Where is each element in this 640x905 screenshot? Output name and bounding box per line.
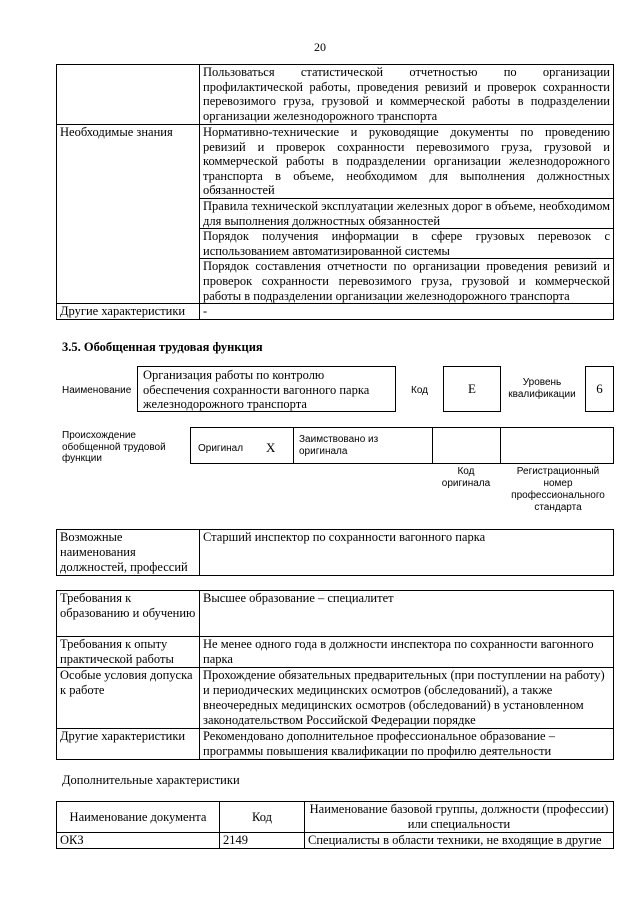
origin-box	[190, 427, 614, 464]
level-label: Уровень квалификации	[508, 377, 576, 400]
row-content: Правила технической эксплуатации железных дорог в объеме, необходимом для выполнения должностных обязанностей	[200, 199, 614, 229]
section-title: 3.5. Обобщенная трудовая функция	[62, 340, 263, 354]
original-label: Оригинал	[198, 443, 244, 454]
code-label: Код	[411, 385, 429, 396]
row-label: Необходимые знания	[57, 125, 200, 304]
cell-code: 2149	[220, 833, 305, 849]
table-row	[57, 304, 614, 320]
table-row	[57, 530, 614, 576]
table-row	[57, 65, 614, 125]
row-content: -	[200, 304, 614, 320]
additional-title: Дополнительные характеристики	[62, 773, 240, 787]
table-row	[57, 729, 614, 760]
req-label: Требования к образованию и обучению	[57, 591, 200, 637]
req-value: Рекомендовано дополнительное профессиональное образование – программы повышения квалификации по профилю деятельности	[200, 729, 614, 760]
header-group: Наименование базовой группы, должности (профессии) или специальности	[305, 802, 614, 833]
cell-group: Специалисты в области техники, не входящие в другие	[305, 833, 614, 849]
row-content: Порядок составления отчетности по организации проведения ревизий и проверок сохранности перевозимого груза, грузовой и коммерческой работы в подразделении организации железнодорожного транспорта	[200, 259, 614, 304]
divider	[432, 428, 433, 463]
code-original-caption: Код оригинала	[441, 466, 491, 489]
req-value: Высшее образование – специалитет	[200, 591, 614, 637]
origin-label: Происхождение обобщенной трудовой функции	[62, 430, 166, 464]
row-label	[57, 65, 200, 125]
row-content: Пользоваться статистической отчетностью по организации профилактической работы, проведения ревизий и проверок сохранности перевозимого груза, грузовой и коммерческой работы в подразделении организации железнодорожного транспорта	[200, 65, 614, 125]
row-label: Другие характеристики	[57, 304, 200, 320]
reg-number-caption: Регистрационный номер профессионального стандарта	[511, 466, 605, 513]
code-value-box: E	[443, 366, 501, 412]
req-value: Прохождение обязательных предварительных (при поступлении на работу) и периодических медицинских осмотров (обследований), а также внеочередных медицинских осмотров (обследований) в установленном законодательством Российской Федерации порядке	[200, 668, 614, 729]
header-document: Наименование документа	[57, 802, 220, 833]
header-code: Код	[220, 802, 305, 833]
borrowed-label: Заимствовано из оригинала	[299, 434, 379, 457]
req-label: Требования к опыту практической работы	[57, 637, 200, 668]
table-row	[57, 668, 614, 729]
divider	[500, 428, 501, 463]
function-name-box: Организация работы по контролю обеспечения сохранности вагонного парка железнодорожного транспорта	[137, 366, 396, 412]
table-header-row	[57, 802, 614, 833]
page-number: 20	[314, 40, 326, 54]
req-value: Не менее одного года в должности инспектора по сохранности вагонного парка	[200, 637, 614, 668]
req-label: Особые условия допуска к работе	[57, 668, 200, 729]
row-content: Порядок получения информации в сфере грузовых перевозок с использованием автоматизированной системы	[200, 229, 614, 259]
original-mark: X	[266, 440, 276, 455]
req-label: Другие характеристики	[57, 729, 200, 760]
table-row	[57, 833, 614, 849]
additional-table	[56, 801, 614, 849]
divider	[293, 428, 294, 463]
positions-label: Возможные наименования должностей, профессий	[57, 530, 200, 576]
level-value-box: 6	[585, 366, 614, 412]
skills-knowledge-table	[56, 64, 614, 320]
positions-value: Старший инспектор по сохранности вагонного парка	[200, 530, 614, 576]
requirements-table	[56, 590, 614, 760]
table-row	[57, 125, 614, 199]
name-label: Наименование	[62, 385, 132, 396]
table-row	[57, 637, 614, 668]
table-row	[57, 591, 614, 637]
positions-table	[56, 529, 614, 576]
row-content: Нормативно-технические и руководящие документы по проведению ревизий и проверок сохранности перевозимого груза, грузовой и коммерческой работы в подразделении организации железнодорожного транспорта в объеме, необходимом для выполнения должностных обязанностей	[200, 125, 614, 199]
cell-document: ОКЗ	[57, 833, 220, 849]
